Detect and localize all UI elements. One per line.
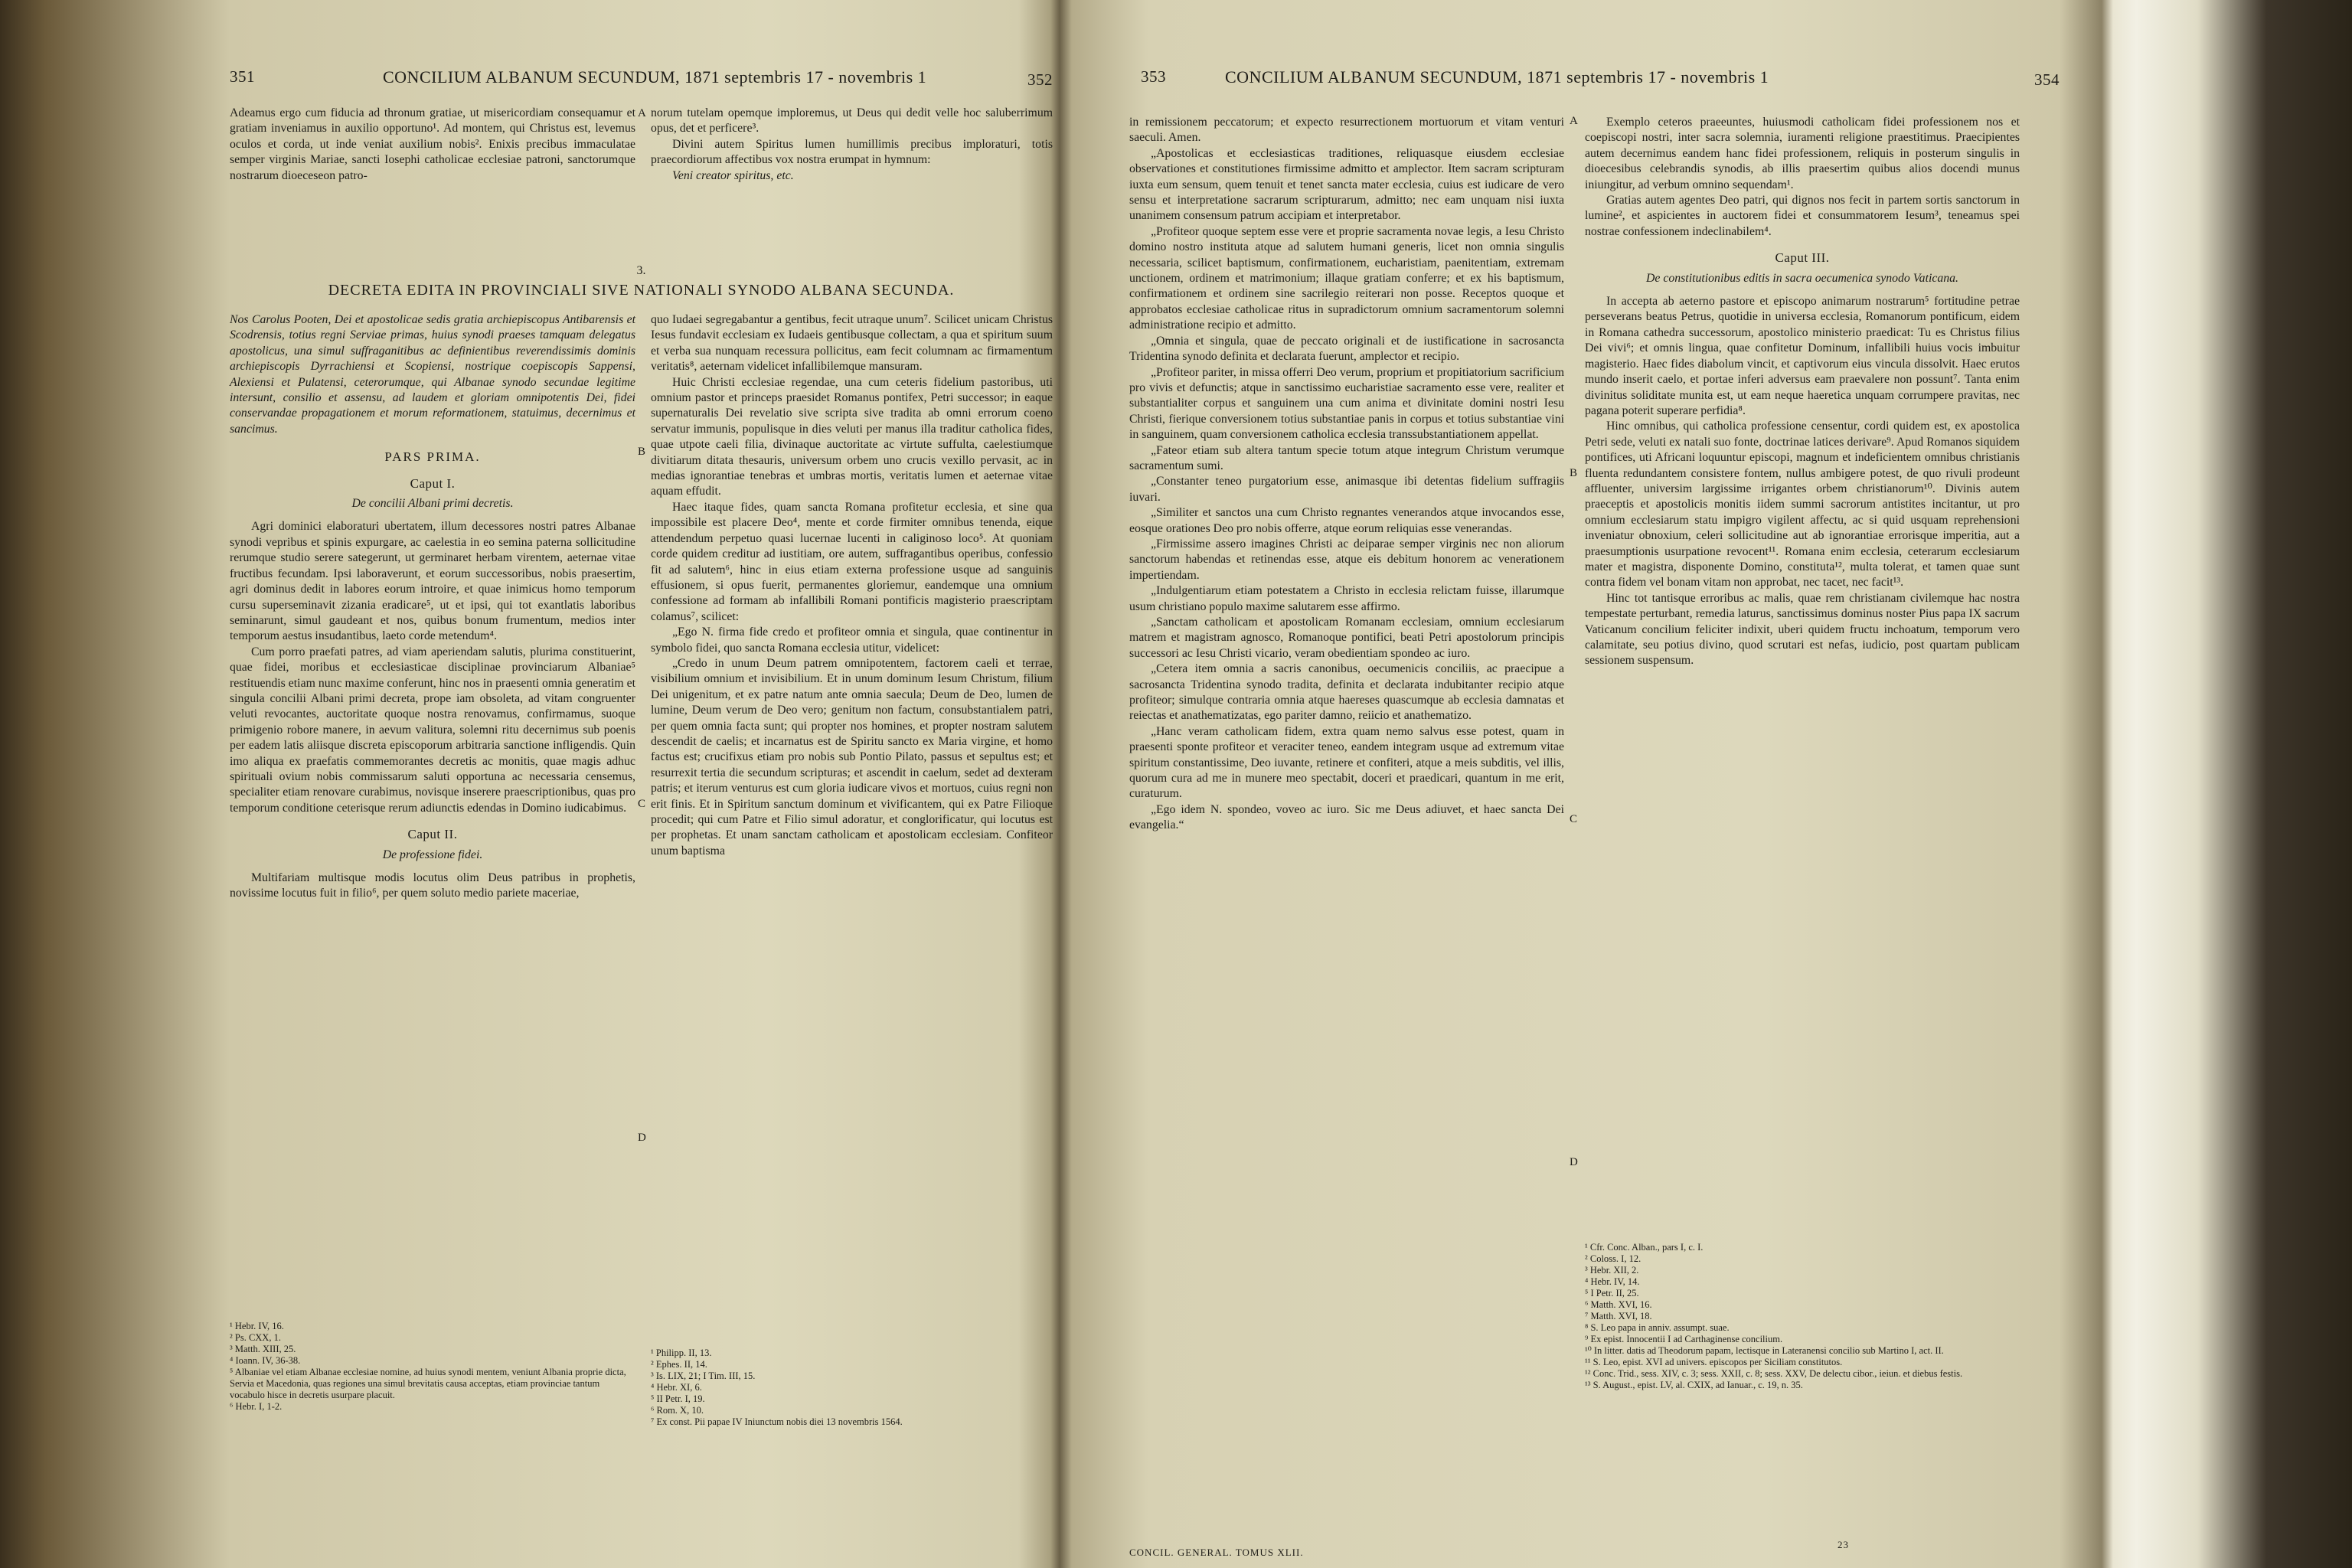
footnote: ⁴ Ioann. IV, 36-38. <box>230 1355 301 1366</box>
margin-letter-b: B <box>638 446 646 458</box>
paragraph: quo Iudaei segregabantur a gentibus, fecit utraque unum⁷. Scilicet unicam Christus Iesus fundavit ecclesiam ex Iudaeis gentibusque collectam, a qua et spiritum suum et verba sua nunquam recessura pollicitus, eam fecit columnam ac firmamentum veritatis⁸, aeternam videlicet infallibilemque mansuram. <box>651 313 1053 374</box>
footnote: ³ Matth. XIII, 25. <box>230 1344 296 1354</box>
paragraph: Agri dominici elaboraturi ubertatem, illum decessores nostri patres Albanae synodi vepribus et spinis expurgare, ac caelestia in eo semina paterna sollicitudine rerumque studio serere sategerunt, ut germinaret herbam virentem, aeternae vitae fructibus fecundam. Ipsi laboraverunt, et eorum successoribus, nobis praesertim, agri dominus dedit in labores eorum introire, et quae inimicus homo temporum cursu superseminavit zizania eradicare⁵, ut et ipsi, qui tot exantlatis laboribus seminarunt, simul gaudeant et nos, quibus bonum frumentum, medios inter temporum aestus insudantibus, laeto corde metendum⁴. <box>230 520 635 643</box>
page-number-351: 351 <box>230 67 255 86</box>
footnote: ² Ephes. II, 14. <box>651 1359 707 1370</box>
footnote: ⁴ Hebr. IV, 14. <box>1585 1276 1640 1287</box>
footnote: ⁷ Matth. XVI, 18. <box>1585 1311 1652 1321</box>
footnote: ¹¹ S. Leo, epist. XVI ad univers. episcopos per Siciliam constitutos. <box>1585 1357 1843 1367</box>
footnote: ³ Hebr. XII, 2. <box>1585 1265 1639 1276</box>
left-page <box>230 0 1053 1568</box>
margin-letter-c: C <box>638 798 646 810</box>
paragraph: „Indulgentiarum etiam potestatem a Christo in ecclesia relictam fuisse, illarumque usum christiano populo maxime salutarem esse affirmo. <box>1129 584 1564 613</box>
paragraph: Multifariam multisque modis locutus olim Deus patribus in prophetis, novissime locutus fuit in filio⁶, per quem soluto medio pariete maceriae, <box>230 871 635 900</box>
section-title: DECRETA EDITA IN PROVINCIALI SIVE NATIONALI SYNODO ALBANA SECUNDA. <box>328 282 955 299</box>
right-footnotes <box>1585 1242 2020 1391</box>
right-col2 <box>1585 115 2020 669</box>
left-col2 <box>651 312 1053 859</box>
right-running-header <box>1072 67 2082 93</box>
left-running-header <box>230 67 1053 93</box>
paragraph: Haec itaque fides, quam sancta Romana profitetur ecclesia, et sine qua impossibile est placere Deo⁴, mente et corde firmiter omnibus tenenda, eique attendendum perpetuo quasi lucernae lucenti in caliginoso loco⁵. At quoniam corde quidem creditur ad iustitiam, ore autem, suffragantibus operibus, confessio fit ad salutem⁶, hinc in eius etiam externa professione usque ad sanguinis effusionem, si opus fuerit, permanentes gloriemur, eandemque una omnium confessione ad formam ab infallibili Romani pontificis magisterio praescriptam colamus⁷, scilicet: <box>651 500 1053 623</box>
footnote: ¹ Hebr. IV, 16. <box>230 1321 284 1331</box>
footnote: ⁸ S. Leo papa in anniv. assumpt. suae. <box>1585 1322 1730 1333</box>
paragraph: „Fateor etiam sub altera tantum specie totum atque integrum Christum verumque sacramentum sumi. <box>1129 443 1564 472</box>
paragraph: „Profiteor pariter, in missa offerri Deo verum, proprium et propitiatorium sacrificium pro vivis et defunctis; atque in sanctissimo eucharistiae sacramento esse vere, realiter et substantialiter corpus et sanguinem una cum anima et divinitate domini nostri Iesu Christi, fierique conversionem totius substantiae panis in corpus et totius substantiae vini in sanguinem, quam conversionem catholica ecclesia transsubstantiationem appellat. <box>1129 365 1564 442</box>
footnote: ⁶ Rom. X, 10. <box>651 1405 704 1416</box>
paragraph: „Ego idem N. spondeo, voveo ac iuro. Sic me Deus adiuvet, et haec sancta Dei evangelia.“ <box>1129 802 1564 832</box>
paragraph: Gratias autem agentes Deo patri, qui dignos nos fecit in partem sortis sanctorum in lumine², et aspicientes in auctorem fidei et consummatorem Iesum³, teneamus spei nostrae confessionem indeclinabilem⁴. <box>1585 194 2020 238</box>
pars-heading: PARS PRIMA. <box>384 449 481 465</box>
paragraph: „Ego N. firma fide credo et profiteor omnia et singula, quae continentur in symbolo fidei, quo sancta Romana ecclesia utitur, videlicet: <box>651 626 1053 655</box>
intro-paragraph: Nos Carolus Pooten, Dei et apostolicae sedis gratia archiepiscopus Antibarensis et Scodrensis, totius regni Serviae primas, huius synodi praeses tamquam delegatus apostolicus, una simul suffraganitibus ac definientibus reverendissimis dominis archiepiscopis Dyrrachiensi et Scopiensi, nostrique coepiscopis Sappensi, Alexiensi et Pulatensi, ceterorumque, qui Albanae synodo secundae legitime intersunt, consilio et assensu, ad laudem et gloriam omnipotentis Dei, fidei conservandae propagationem et morum reformationem, statuimus, decernimus et sancimus. <box>230 313 635 436</box>
caput-heading: Caput III. <box>1775 250 1830 266</box>
section-number: 3. <box>636 264 646 277</box>
caput-title: De professione fidei. <box>382 848 483 861</box>
footnote: ² Coloss. I, 12. <box>1585 1253 1642 1264</box>
page-number-353: 353 <box>1141 67 1166 86</box>
paragraph: „Firmissime assero imagines Christi ac deiparae semper virginis nec non aliorum sanctorum habendas et retinendas esse, atque eis debitum honorem ac venerationem impertiendam. <box>1129 537 1564 582</box>
footnote: ⁶ Hebr. I, 1-2. <box>230 1401 283 1412</box>
margin-letter-c: C <box>1570 813 1578 825</box>
paragraph: „Constanter teneo purgatorium esse, animasque ibi detentas fidelium suffragiis iuvari. <box>1129 475 1564 504</box>
running-title: CONCILIUM ALBANUM SECUNDUM, 1871 septembris 17 - novembris 1 <box>383 67 927 87</box>
footnote: ⁵ II Petr. I, 19. <box>651 1393 705 1404</box>
footnote: ¹ Philipp. II, 13. <box>651 1348 712 1358</box>
footnote: ⁶ Matth. XVI, 16. <box>1585 1299 1652 1310</box>
paragraph: in remissionem peccatorum; et expecto resurrectionem mortuorum et vitam venturi saeculi. Amen. <box>1129 116 1564 145</box>
margin-letter-b: B <box>1570 467 1578 479</box>
paragraph: Huic Christi ecclesiae regendae, una cum ceteris fidelium pastoribus, uti omnium pastor et princeps praesidet Romanus pontifex, Petri successor; in eaque supernaturalis Dei revelatio sive scripta sive tradita ab omni errorum coeno servatur immunis, populisque in dies veluti per manus illa traditur catholica fides, quae utpote caeli filia, divinaque auctoritate ac virtute suffulta, caelestiumque divitiarum ditata thesauris, universum orbem uno crucis vexillo pervasit, ac in medias ignorantiae tenebras et umbras mortis, veritatis lumen et aeternae vitae aquam effudit. <box>651 375 1053 498</box>
footnote: ⁵ Albaniae vel etiam Albanae ecclesiae nomine, ad huius synodi mentem, veniunt Albania proprie dicta, Servia et Macedonia, quas regiones una simul brevitatis causa acceptas, etiam provinciae tantum vocabulo hisce in decretis usurpare placuit. <box>230 1367 626 1400</box>
caput-heading: Caput I. <box>410 475 456 491</box>
paragraph: Divini autem Spiritus lumen humillimis precibus imploraturi, totis praecordiorum affectibus vox nostra erumpat in hymnum: <box>651 137 1053 167</box>
hymn-line: Veni creator spiritus, etc. <box>672 168 794 182</box>
footnote: ⁵ I Petr. II, 25. <box>1585 1288 1639 1298</box>
footnote: ¹² Conc. Trid., sess. XIV, c. 3; sess. XXII, c. 8; sess. XXV, De delectu cibor., ieiun. et diebus festis. <box>1585 1368 1963 1379</box>
left-top-col2 <box>651 106 1053 184</box>
footnote: ⁹ Ex epist. Innocentii I ad Carthaginense concilium. <box>1585 1334 1783 1344</box>
paragraph: „Similiter et sanctos una cum Christo regnantes venerandos atque invocandos esse, eosque orationes Deo pro nobis offerre, atque eorum reliquias esse venerandas. <box>1129 506 1564 535</box>
margin-letter-a: A <box>638 107 646 119</box>
sheet-number: 23 <box>1838 1539 1849 1550</box>
paragraph: Cum porro praefati patres, ad viam aperiendam salutis, plurima constituerint, quae fidei, moribus et ecclesiasticae disciplinae provinciarum Albaniae⁵ restituendis etiam nunc maxime conferunt, hinc nos in praesenti omnia generatim et singula concilii Albani primi decreta, prope iam obsoleta, ad vitam congruenter veluti revocantes, auctoritate quoque nostra renovamus, confirmamus, suoque primigenio robore manere, in aevum valitura, solemni ritu decernimus sub poenis per eadem latis aliisque discreta episcoporum arbitraria sanctione infligendis. Quin imo aliqua ex praefatis commemorantes decretis ac monitis, quae magis adhuc spirituali ovium nobis commissarum saluti opportuna ac necessaria censemus, specialiter etiam renovare curabimus, novisque inserere praescriptionibus, quas pro temporum conditione ceterisque rerum adiunctis edendas in Domino iudicabimus. <box>230 645 635 815</box>
paragraph: Adeamus ergo cum fiducia ad thronum gratiae, ut misericordiam consequamur et gratiam inveniamus in auxilio opportuno¹. Ad montem, qui Christus est, levemus oculos et corda, ut inde veniat auxilium nobis². Enixis precibus immaculatae semper virginis Mariae, sancti Iosephi catholicae ecclesiae patroni, sanctorumque nostrarum dioeceseon patro- <box>230 106 635 182</box>
caput-title: De constitutionibus editis in sacra oecumenica synodo Vaticana. <box>1645 271 1959 285</box>
paragraph: „Apostolicas et ecclesiasticas traditiones, reliquasque eiusdem ecclesiae observationes et constitutiones firmissime admitto et amplector. Item sacram scripturam iuxta eum sensum, quem tenuit et tenet sancta mater ecclesia, cuius est iudicare de vero sensu et interpretatione sacrarum scripturarum, admitto; nec eam unquam nisi iuxta unanimem consensum patrum accipiam et interpretabor. <box>1129 146 1564 223</box>
paragraph: Hinc omnibus, qui catholica professione censentur, cordi quidem est, ex apostolica Petri sede, veluti ex natali suo fonte, doctrinae latices derivare⁹. Apud Romanos siquidem pontifices, uti Africani loquuntur episcopi, magnum et indeficientem omnibus christianis fluenta redundantem consistere fontem, nullus ambigere potest, de quo rivuli prodeunt affluenter, universim largissime irrigantes orbem christianorum¹⁰. Divinis autem praeceptis et apostolicis monitis iidem summi sacrorum antistites incitantur, ut pro omnium ecclesiarum statu impigro vigilent affectu, ac si quid usquam reprehensioni inveniatur obnoxium, celeri sollicitudine aut ab ignorantiae errorisque imperitia, aut a praesumptionis usurpatione revocent¹¹. Romana enim ecclesia, ceterarum ecclesiarum mater et magistra, disponente Domino, constituta¹², multa tolerat, et tamen quae sunt contra fidem vel bonam vitam non approbat, nec tacet, nec facit¹³. <box>1585 420 2020 590</box>
footnote: ³ Is. LIX, 21; I Tim. III, 15. <box>651 1370 756 1381</box>
paragraph: In accepta ab aeterno pastore et episcopo animarum nostrarum⁵ fortitudine petrae perseverans beatus Petrus, quotidie in universa ecclesia, Romanorum pontificum, eidem in Romana cathedra successorum, apostolico ministerio praedicat: Tu es Christus filius Dei vivi⁶; et omnis lingua, quae confitetur Dominum, infallibili huius vocis imbuitur magisterio. Haec fides diabolum vincit, et captivorum eius vincula dissolvit. Haec erutos mundo inserit caelo, et portae inferi adversus eam praevalere non possunt⁷. Tanta enim divinitus soliditate munita est, ut eam neque haeretica unquam corrumpere pravitas, nec pagana poterit superare perfidia⁸. <box>1585 295 2020 417</box>
left-top-col1 <box>230 106 635 184</box>
footnote: ¹³ S. August., epist. LV, al. CXIX, ad Ianuar., c. 19, n. 35. <box>1585 1380 1803 1390</box>
right-page <box>1072 0 2082 1568</box>
paragraph: „Cetera item omnia a sacris canonibus, oecumenicis conciliis, ac praecipue a sacrosancta Tridentina synodo tradita, definita et declarata indubitanter recipio atque profiteor; simulque contraria omnia atque haereses quascumque ab ecclesia damnatas et reiectas et anathematizatas, ego pariter damno, reiicio et anathematizo. <box>1129 662 1564 723</box>
margin-letter-d: D <box>638 1132 646 1144</box>
paragraph: Exemplo ceteros praeeuntes, huiusmodi catholicam fidei professionem nos et coepiscopi nostri, inter sacra solemnia, iuramenti religione praestitimus. Praecipientes autem decernimus eandem hanc fidei professionem, reliquis in posterum singulis in dioecesibus celebrandis synodis, ab illis praesertim quibus alios docendi munus iniungitur, ad verbum omnino sequendam¹. <box>1585 116 2020 191</box>
caput-title: De concilii Albani primi decretis. <box>351 497 514 511</box>
footnote: ² Ps. CXX, 1. <box>230 1332 281 1343</box>
right-col1 <box>1129 115 1564 834</box>
margin-letter-d: D <box>1570 1156 1578 1168</box>
caput-heading: Caput II. <box>407 827 458 842</box>
paragraph: „Credo in unum Deum patrem omnipotentem, factorem caeli et terrae, visibilium omnium et invisibilium. Et in unum dominum Iesum Christum, filium Dei unigenitum, et ex patre natum ante omnia saecula; Deum de Deo, lumen de lumine, Deum verum de Deo vero; genitum non factum, consubstantialem patri, per quem omnia facta sunt; qui propter nos homines, et propter nostram salutem descendit de caelis; et incarnatus est de Spiritu sancto ex Maria virgine, et homo factus est; crucifixus etiam pro nobis sub Pontio Pilato, passus et sepultus est; et resurrexit tertia die secundum scripturas; et ascendit in caelum, sedet ad dexteram patris; et iterum venturus est cum gloria iudicare vivos et mortuos, cuius regni non erit finis. Et in Spiritum sanctum dominum et vivificantem, qui ex Patre Filioque procedit; qui cum Patre et Filio simul adoratur, et conglorificatur, qui locutus est per prophetas. Et unam sanctam catholicam et apostolicam ecclesiam. Confiteor unum baptisma <box>651 656 1053 858</box>
page-number-352: 352 <box>1027 70 1053 89</box>
left-footnotes-col2 <box>651 1348 1053 1428</box>
footnote: ¹⁰ In litter. datis ad Theodorum papam, lectisque in Lateranensi concilio sub Martino I, act. II. <box>1585 1345 1944 1356</box>
margin-letter-a: A <box>1570 115 1578 127</box>
running-title: CONCILIUM ALBANUM SECUNDUM, 1871 septembris 17 - novembris 1 <box>1225 67 1769 87</box>
page-number-354: 354 <box>2034 70 2060 89</box>
left-col1 <box>230 312 635 902</box>
footnote: ⁷ Ex const. Pii papae IV Iniunctum nobis diei 13 novembris 1564. <box>651 1416 903 1427</box>
left-footnotes-col1 <box>230 1321 635 1413</box>
footnote: ¹ Cfr. Conc. Alban., pars I, c. I. <box>1585 1242 1704 1253</box>
paragraph: „Profiteor quoque septem esse vere et proprie sacramenta novae legis, a Iesu Christo domino nostro instituta atque ad salutem humani generis, licet non omnia singulis necessaria, scilicet baptismum, confirmationem, eucharistiam, paenitentiam, extremam unctionem, ordinem et matrimonium; illaque gratiam conferre; et ex his baptismum, confirmationem et ordinem sine sacrilegio reiterari non posse. Receptos quoque et approbatos ecclesiae catholicae ritus in supradictorum omnium sacramentorum solemni administratione recipio et admitto. <box>1129 224 1564 332</box>
paragraph: Hinc tot tantisque erroribus ac malis, quae rem christianam civilemque hac nostra tempestate perturbant, remedia laturus, sanctissimus dominus noster Pius papa IX sacrum Vaticanum concilium feliciter indixit, uberi quidem fructu inchoatum, temporum vero calamitate, seu potius divino, quod scrutari est nefas, iudicio, post quartam publicam sessionem suspensum. <box>1585 591 2020 668</box>
paragraph: „Omnia et singula, quae de peccato originali et de iustificatione in sacrosancta Tridentina synodo definita et declarata fuerunt, amplector et recipio. <box>1129 334 1564 364</box>
paragraph: „Hanc veram catholicam fidem, extra quam nemo salvus esse potest, quam in praesenti sponte profiteor et veraciter teneo, eandem integram usque ad extremum vitae spiritum constantissime, Deo iuvante, retinere et confiteri, atque a meis subditis, vel illis, quorum cura ad me in munere meo spectabit, doceri et praedicari, quantum in me erit, curaturum. <box>1129 724 1564 801</box>
paragraph: „Sanctam catholicam et apostolicam Romanam ecclesiam, omnium ecclesiarum matrem et magistram agnosco, Romanoque pontifici, beati Petri apostolorum principis successori ac Iesu Christi vicario, veram obedientiam spondeo ac iuro. <box>1129 616 1564 660</box>
signature-mark: CONCIL. GENERAL. TOMUS XLII. <box>1129 1547 1304 1558</box>
paragraph: norum tutelam opemque imploremus, ut Deus qui dedit velle hoc saluberrimum opus, det et perficere³. <box>651 106 1053 136</box>
footnote: ⁴ Hebr. XI, 6. <box>651 1382 702 1393</box>
